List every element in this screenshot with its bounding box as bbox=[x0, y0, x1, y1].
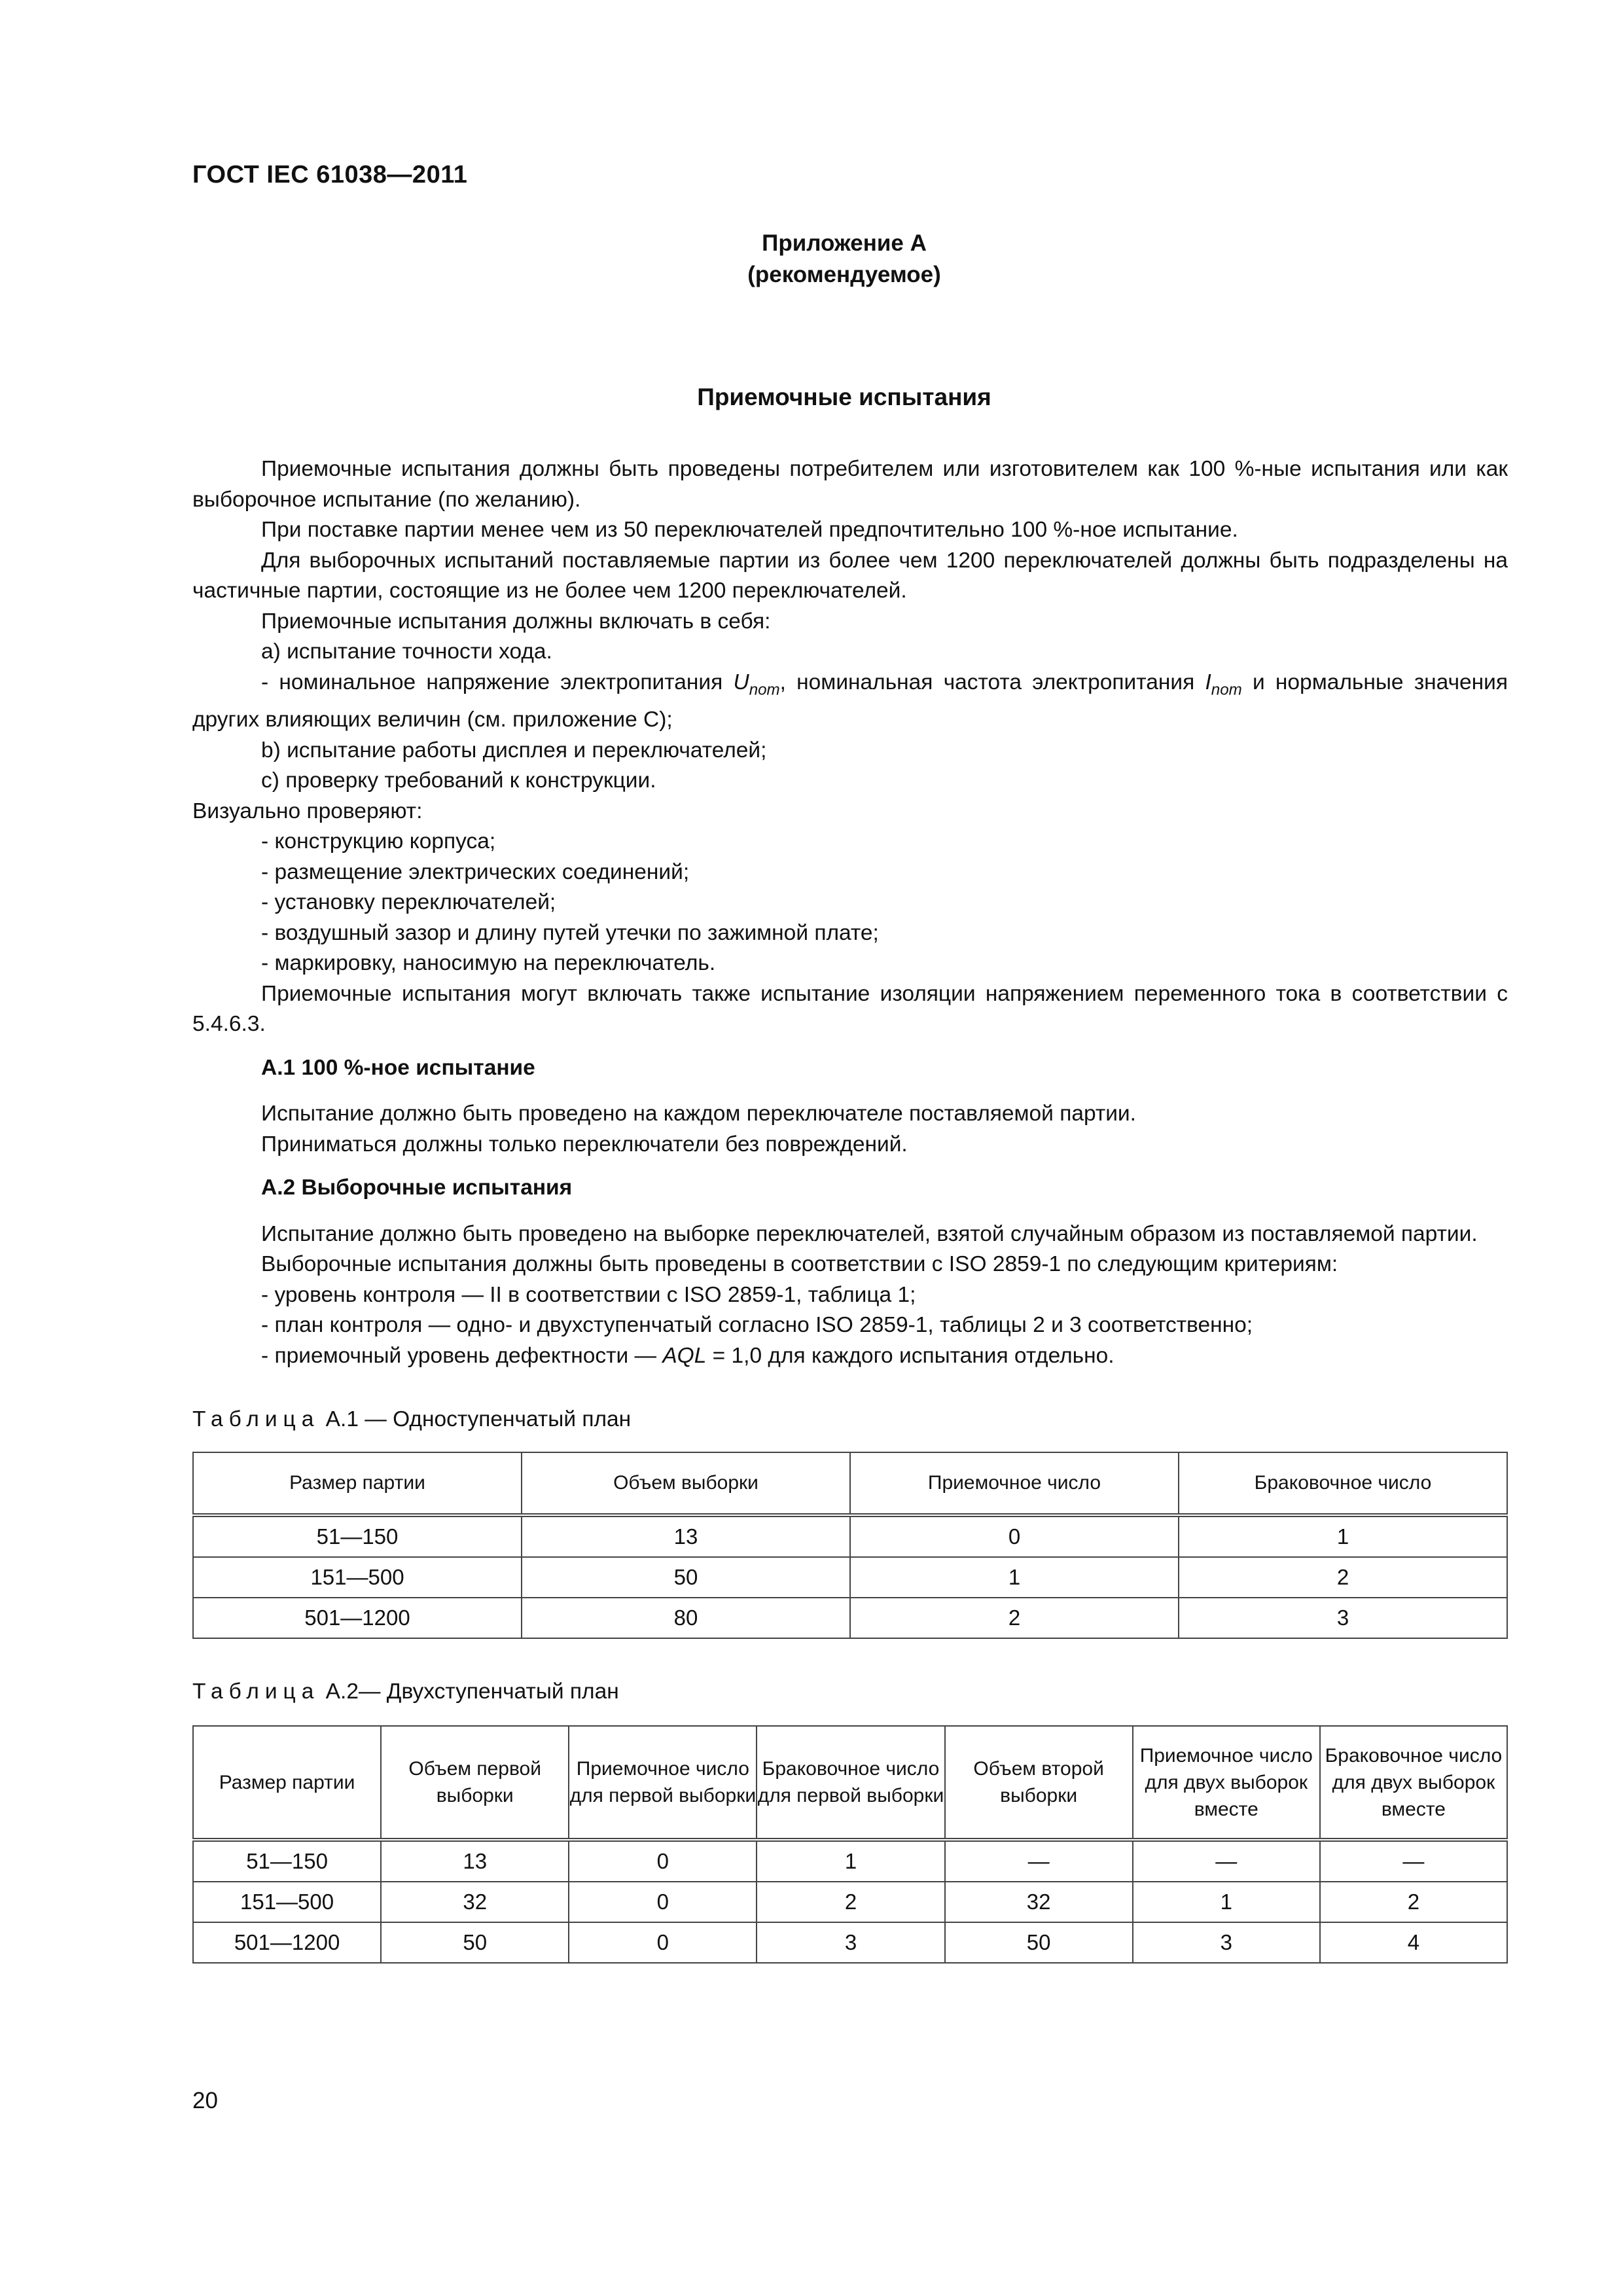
text-run: , номинальная частота электропитания bbox=[779, 670, 1205, 694]
table-cell: — bbox=[945, 1840, 1133, 1882]
column-header: Размер партии bbox=[193, 1452, 522, 1515]
column-header: Объем первой выборки bbox=[381, 1726, 569, 1840]
table-cell: 2 bbox=[1320, 1882, 1507, 1922]
subsection-heading-a2: А.2 Выборочные испытания bbox=[261, 1175, 573, 1200]
voltage-subscript: nom bbox=[749, 680, 780, 698]
column-header: Приемочное число для первой выборки bbox=[569, 1726, 757, 1840]
table-row bbox=[193, 1515, 1507, 1557]
column-header: Приемочное число bbox=[850, 1452, 1179, 1515]
standard-designation: ГОСТ IEC 61038—2011 bbox=[192, 161, 468, 188]
table-cell: — bbox=[1320, 1840, 1507, 1882]
table-cell: 2 bbox=[757, 1882, 944, 1922]
paragraph: Приемочные испытания должны быть проведены потребителем или изготовителем как 100 %-ные испытания или как выборочное испытание (по желанию). bbox=[192, 457, 1508, 512]
table-cell: 32 bbox=[945, 1882, 1133, 1922]
table-cell: 3 bbox=[1133, 1922, 1320, 1963]
table-1 bbox=[192, 1452, 1508, 1639]
list-item: с) проверку требований к конструкции. bbox=[261, 768, 656, 793]
table-cell: 13 bbox=[522, 1515, 850, 1557]
list-item: - конструкцию корпуса; bbox=[261, 829, 496, 854]
table-header-row bbox=[193, 1452, 1507, 1515]
table-cell: 50 bbox=[522, 1557, 850, 1598]
frequency-subscript: nom bbox=[1211, 680, 1242, 698]
paragraph bbox=[192, 668, 1508, 736]
table-cell: 501—1200 bbox=[193, 1598, 522, 1638]
annex-subtitle: (рекомендуемое) bbox=[747, 262, 941, 287]
paragraph: Приемочные испытания должны включать в себя: bbox=[261, 609, 771, 634]
table-cell: 2 bbox=[850, 1598, 1179, 1638]
table-cell: 151—500 bbox=[193, 1557, 522, 1598]
table-row bbox=[193, 1557, 1507, 1598]
table-cell: 1 bbox=[757, 1840, 944, 1882]
page-number: 20 bbox=[192, 2088, 218, 2113]
list-item: - установку переключателей; bbox=[261, 890, 556, 915]
table-cell: 0 bbox=[850, 1515, 1179, 1557]
table-2 bbox=[192, 1725, 1508, 1964]
voltage-symbol: U bbox=[733, 670, 749, 694]
body-text bbox=[192, 454, 1508, 1371]
list-item: b) испытание работы дисплея и переключателей; bbox=[261, 738, 767, 762]
paragraph: Приемочные испытания могут включать также испытание изоляции напряжением переменного тока в соответствии с 5.4.6.3. bbox=[192, 981, 1508, 1037]
column-header: Браковочное число bbox=[1179, 1452, 1507, 1515]
table-cell: 501—1200 bbox=[193, 1922, 381, 1963]
table-cell: 1 bbox=[1179, 1515, 1507, 1557]
text-run: = 1,0 для каждого испытания отдельно. bbox=[706, 1343, 1115, 1368]
column-header: Браковочное число для первой выборки bbox=[757, 1726, 944, 1840]
subsection-heading-a1: А.1 100 %-ное испытание bbox=[261, 1055, 535, 1080]
aql-term: AQL bbox=[662, 1343, 707, 1368]
table-cell: 0 bbox=[569, 1840, 757, 1882]
frequency-symbol: I bbox=[1205, 670, 1211, 694]
column-header: Объем выборки bbox=[522, 1452, 850, 1515]
table-cell: 51—150 bbox=[193, 1515, 522, 1557]
list-item: - размещение электрических соединений; bbox=[261, 859, 690, 884]
caption-word: Таблица bbox=[192, 1679, 320, 1704]
column-header: Браковочное число для двух выборок вместе bbox=[1320, 1726, 1507, 1840]
caption-text: А.1 — Одноступенчатый план bbox=[325, 1407, 632, 1431]
table-cell: 1 bbox=[850, 1557, 1179, 1598]
paragraph: При поставке партии менее чем из 50 переключателей предпочтительно 100 %-ное испытание. bbox=[261, 518, 1238, 542]
list-item: - план контроля — одно- и двухступенчатый согласно ISO 2859-1, таблицы 2 и 3 соответственно; bbox=[261, 1313, 1253, 1338]
table-row bbox=[193, 1598, 1507, 1638]
table-cell: 2 bbox=[1179, 1557, 1507, 1598]
table-cell: 0 bbox=[569, 1922, 757, 1963]
table-cell: 32 bbox=[381, 1882, 569, 1922]
column-header: Приемочное число для двух выборок вместе bbox=[1133, 1726, 1320, 1840]
table-cell: — bbox=[1133, 1840, 1320, 1882]
annex-title: Приложение А bbox=[762, 230, 927, 256]
column-header: Объем второй выборки bbox=[945, 1726, 1133, 1840]
table-row bbox=[193, 1840, 1507, 1882]
table-row bbox=[193, 1922, 1507, 1963]
paragraph: Испытание должно быть проведено на каждом переключателе поставляемой партии. bbox=[261, 1102, 1136, 1126]
table-cell: 13 bbox=[381, 1840, 569, 1882]
table-cell: 51—150 bbox=[193, 1840, 381, 1882]
text-run: и нормальные значения других влияющих величин (см. приложение С); bbox=[192, 670, 1508, 732]
table-1-caption bbox=[192, 1407, 631, 1432]
column-header: Размер партии bbox=[193, 1726, 381, 1840]
table-header-row bbox=[193, 1726, 1507, 1840]
table-cell: 3 bbox=[1179, 1598, 1507, 1638]
table-cell: 0 bbox=[569, 1882, 757, 1922]
list-item bbox=[192, 1341, 1508, 1372]
table-row bbox=[193, 1882, 1507, 1922]
table-2-caption bbox=[192, 1679, 619, 1704]
text-run: - номинальное напряжение электропитания bbox=[261, 670, 734, 694]
paragraph: Для выборочных испытаний поставляемые партии из более чем 1200 переключателей должны быть подразделены на частичные партии, состоящие из не более чем 1200 переключателей. bbox=[192, 548, 1508, 603]
list-item: - воздушный зазор и длину путей утечки по зажимной плате; bbox=[261, 920, 879, 945]
paragraph: Визуально проверяют: bbox=[192, 798, 423, 823]
table-cell: 80 bbox=[522, 1598, 850, 1638]
paragraph: Приниматься должны только переключатели без повреждений. bbox=[261, 1132, 908, 1157]
caption-word: Таблица bbox=[192, 1407, 320, 1431]
table-cell: 3 bbox=[757, 1922, 944, 1963]
list-item: - уровень контроля — II в соответствии с ISO 2859-1, таблица 1; bbox=[261, 1282, 916, 1307]
paragraph: Выборочные испытания должны быть проведены в соответствии с ISO 2859-1 по следующим критериям: bbox=[261, 1252, 1338, 1277]
table-cell: 50 bbox=[381, 1922, 569, 1963]
table-cell: 50 bbox=[945, 1922, 1133, 1963]
list-item: - маркировку, наносимую на переключатель. bbox=[261, 951, 716, 976]
list-item: а) испытание точности хода. bbox=[261, 639, 552, 664]
table-cell: 4 bbox=[1320, 1922, 1507, 1963]
paragraph: Испытание должно быть проведено на выборке переключателей, взятой случайным образом из поставляемой партии. bbox=[261, 1221, 1478, 1246]
text-run: - приемочный уровень дефектности — bbox=[261, 1343, 663, 1368]
caption-text: А.2— Двухступенчатый план bbox=[325, 1679, 619, 1704]
table-cell: 1 bbox=[1133, 1882, 1320, 1922]
table-cell: 151—500 bbox=[193, 1882, 381, 1922]
section-title: Приемочные испытания bbox=[697, 384, 991, 410]
